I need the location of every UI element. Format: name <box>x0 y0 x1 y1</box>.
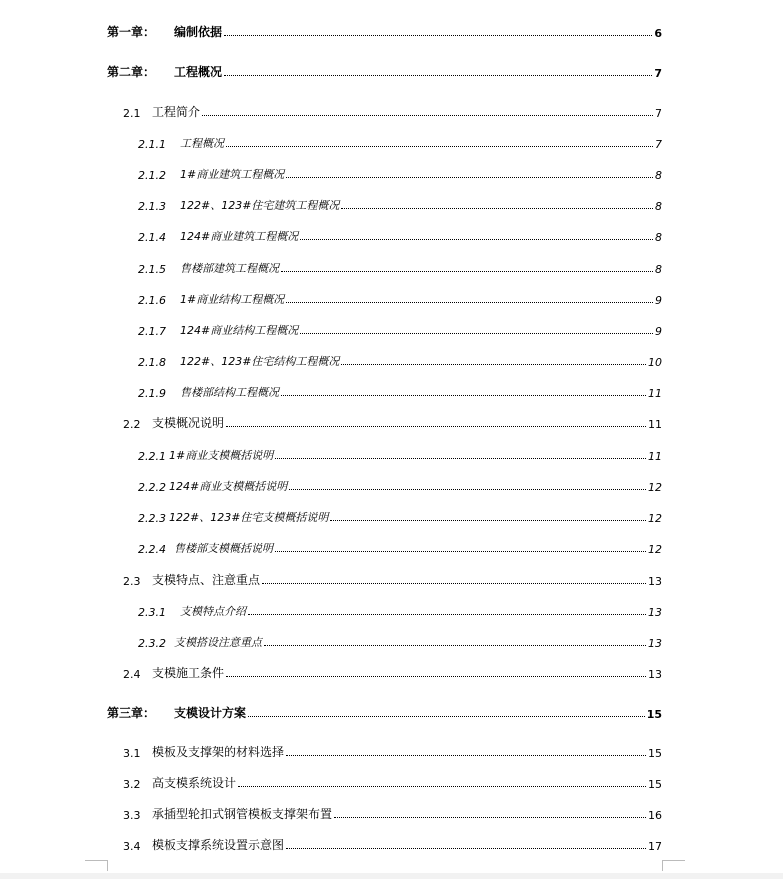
toc-dot-leader <box>341 207 653 209</box>
toc-dot-leader <box>341 363 646 365</box>
toc-entry-number: 3.4 <box>123 840 141 853</box>
toc-entry-title: 支模概况说明 <box>152 416 225 430</box>
toc-entry[interactable] <box>0 833 783 853</box>
toc-entry-page-number: 12 <box>648 512 662 525</box>
toc-entry-number: 2.4 <box>123 668 141 681</box>
toc-dot-leader <box>226 425 646 427</box>
toc-entry-page-number: 9 <box>655 294 662 307</box>
toc-entry[interactable] <box>0 100 783 120</box>
toc-entry-page-number: 8 <box>655 200 662 213</box>
toc-entry-number: 2.2 <box>123 418 141 431</box>
page-corner-mark-right <box>662 860 685 871</box>
toc-entry-number: 2.1.9 <box>138 387 166 400</box>
toc-entry[interactable] <box>0 474 783 494</box>
toc-entry-number: 第二章： <box>107 65 156 79</box>
toc-entry-page-number: 13 <box>648 637 662 650</box>
toc-dot-leader <box>264 644 646 646</box>
toc-entry-number: 2.1.7 <box>138 325 166 338</box>
toc-entry-title: 1#商业建筑工程概况 <box>180 168 285 181</box>
toc-entry-title: 支模搭设注意重点 <box>174 636 262 649</box>
toc-dot-leader <box>262 582 646 584</box>
toc-entry[interactable] <box>0 193 783 213</box>
toc-entry[interactable] <box>0 443 783 463</box>
toc-entry-page-number: 15 <box>648 778 662 791</box>
toc-entry-title: 编制依据 <box>174 25 223 39</box>
toc-entry[interactable] <box>0 131 783 151</box>
toc-entry-page-number: 12 <box>648 543 662 556</box>
toc-entry[interactable] <box>0 287 783 307</box>
toc-entry-number: 3.3 <box>123 809 141 822</box>
page-bottom-edge <box>0 873 783 879</box>
toc-entry-number: 3.2 <box>123 778 141 791</box>
toc-dot-leader <box>286 176 653 178</box>
toc-entry-page-number: 8 <box>655 231 662 244</box>
toc-entry-title: 售楼部支模概括说明 <box>174 542 273 555</box>
toc-entry[interactable] <box>0 599 783 619</box>
toc-entry-title: 工程概况 <box>174 65 223 79</box>
toc-entry[interactable] <box>0 701 783 721</box>
toc-entry-page-number: 7 <box>654 67 662 80</box>
toc-entry-number: 2.1.5 <box>138 263 166 276</box>
toc-entry[interactable] <box>0 411 783 431</box>
toc-entry-number: 第三章： <box>107 706 156 720</box>
toc-entry-title: 122#、123#住宅结构工程概况 <box>180 355 340 368</box>
toc-entry-page-number: 16 <box>648 809 662 822</box>
toc-entry-title: 工程简介 <box>152 105 201 119</box>
toc-dot-leader <box>248 715 645 717</box>
toc-entry-number: 第一章： <box>107 25 156 39</box>
toc-entry[interactable] <box>0 740 783 760</box>
toc-entry-page-number: 15 <box>646 708 662 721</box>
toc-dot-leader <box>224 34 652 36</box>
toc-dot-leader <box>289 488 646 490</box>
toc-entry-page-number: 7 <box>655 107 662 120</box>
toc-dot-leader <box>300 238 653 240</box>
toc-entry[interactable] <box>0 20 783 40</box>
toc-entry-title: 高支模系统设计 <box>152 776 237 790</box>
toc-entry-page-number: 13 <box>648 668 662 681</box>
toc-entry-title: 工程概况 <box>180 137 224 150</box>
toc-entry[interactable] <box>0 505 783 525</box>
toc-dot-leader <box>281 394 646 396</box>
toc-entry[interactable] <box>0 60 783 80</box>
toc-entry-title: 承插型轮扣式钢管模板支撑架布置 <box>152 807 333 821</box>
toc-dot-leader <box>286 301 653 303</box>
toc-entry-page-number: 11 <box>648 387 662 400</box>
toc-entry[interactable] <box>0 380 783 400</box>
toc-dot-leader <box>224 74 652 76</box>
toc-entry-title: 模板及支撑架的材料选择 <box>152 745 285 759</box>
page-corner-mark-left <box>85 860 108 871</box>
toc-entry-title: 售楼部建筑工程概况 <box>180 262 279 275</box>
toc-entry-title: 支模特点介绍 <box>180 605 246 618</box>
toc-entry-title: 模板支撑系统设置示意图 <box>152 838 285 852</box>
toc-entry-title: 支模施工条件 <box>152 666 225 680</box>
toc-entry-page-number: 15 <box>648 747 662 760</box>
toc-entry-page-number: 7 <box>655 138 662 151</box>
toc-entry-title: 124#商业结构工程概况 <box>180 324 299 337</box>
toc-entry-page-number: 13 <box>648 606 662 619</box>
toc-entry[interactable] <box>0 224 783 244</box>
toc-entry-number: 2.1.2 <box>138 169 166 182</box>
toc-dot-leader <box>286 847 646 849</box>
toc-entry[interactable] <box>0 802 783 822</box>
toc-entry-number: 2.1.6 <box>138 294 166 307</box>
toc-entry[interactable] <box>0 630 783 650</box>
toc-entry-number: 2.1.8 <box>138 356 166 369</box>
toc-dot-leader <box>238 785 646 787</box>
toc-entry[interactable] <box>0 536 783 556</box>
toc-entry-number: 2.2.3 <box>138 512 166 525</box>
toc-entry-title: 支模设计方案 <box>174 706 247 720</box>
toc-entry-title: 1#商业支模概括说明 <box>169 449 274 462</box>
toc-entry-number: 2.3.1 <box>138 606 166 619</box>
toc-entry-number: 2.1 <box>123 107 141 120</box>
toc-entry-page-number: 8 <box>655 169 662 182</box>
toc-entry-title: 122#、123#住宅建筑工程概况 <box>180 199 340 212</box>
toc-entry-title: 124#商业支模概括说明 <box>169 480 288 493</box>
toc-dot-leader <box>300 332 653 334</box>
toc-dot-leader <box>334 816 646 818</box>
toc-entry-page-number: 12 <box>648 481 662 494</box>
toc-entry-page-number: 8 <box>655 263 662 276</box>
toc-dot-leader <box>226 145 653 147</box>
toc-entry[interactable] <box>0 256 783 276</box>
toc-entry-number: 2.2.4 <box>138 543 166 556</box>
toc-entry[interactable] <box>0 661 783 681</box>
toc-entry-number: 2.2.2 <box>138 481 166 494</box>
toc-entry[interactable] <box>0 318 783 338</box>
toc-dot-leader <box>248 613 646 615</box>
toc-entry-number: 2.1.3 <box>138 200 166 213</box>
toc-entry-number: 2.1.4 <box>138 231 166 244</box>
toc-dot-leader <box>275 550 646 552</box>
toc-entry[interactable] <box>0 349 783 369</box>
toc-entry-number: 3.1 <box>123 747 141 760</box>
toc-entry-title: 1#商业结构工程概况 <box>180 293 285 306</box>
toc-dot-leader <box>286 754 646 756</box>
toc-entry-page-number: 10 <box>648 356 662 369</box>
toc-dot-leader <box>281 270 653 272</box>
toc-entry-number: 2.3.2 <box>138 637 166 650</box>
toc-entry-title: 支模特点、注意重点 <box>152 573 261 587</box>
toc-entry-page-number: 11 <box>648 418 662 431</box>
toc-entry-page-number: 9 <box>655 325 662 338</box>
toc-dot-leader <box>330 519 646 521</box>
toc-dot-leader <box>275 457 646 459</box>
toc-entry[interactable] <box>0 568 783 588</box>
toc-entry-page-number: 11 <box>648 450 662 463</box>
toc-entry[interactable] <box>0 771 783 791</box>
toc-entry-number: 2.3 <box>123 575 141 588</box>
toc-entry-page-number: 17 <box>648 840 662 853</box>
toc-entry-title: 124#商业建筑工程概况 <box>180 230 299 243</box>
toc-entry-title: 售楼部结构工程概况 <box>180 386 279 399</box>
toc-entry[interactable] <box>0 162 783 182</box>
toc-dot-leader <box>202 114 653 116</box>
toc-entry-page-number: 13 <box>648 575 662 588</box>
toc-dot-leader <box>226 675 646 677</box>
toc-entry-number: 2.1.1 <box>138 138 166 151</box>
toc-entry-page-number: 6 <box>654 27 662 40</box>
toc-entry-title: 122#、123#住宅支模概括说明 <box>169 511 329 524</box>
toc-entry-number: 2.2.1 <box>138 450 166 463</box>
